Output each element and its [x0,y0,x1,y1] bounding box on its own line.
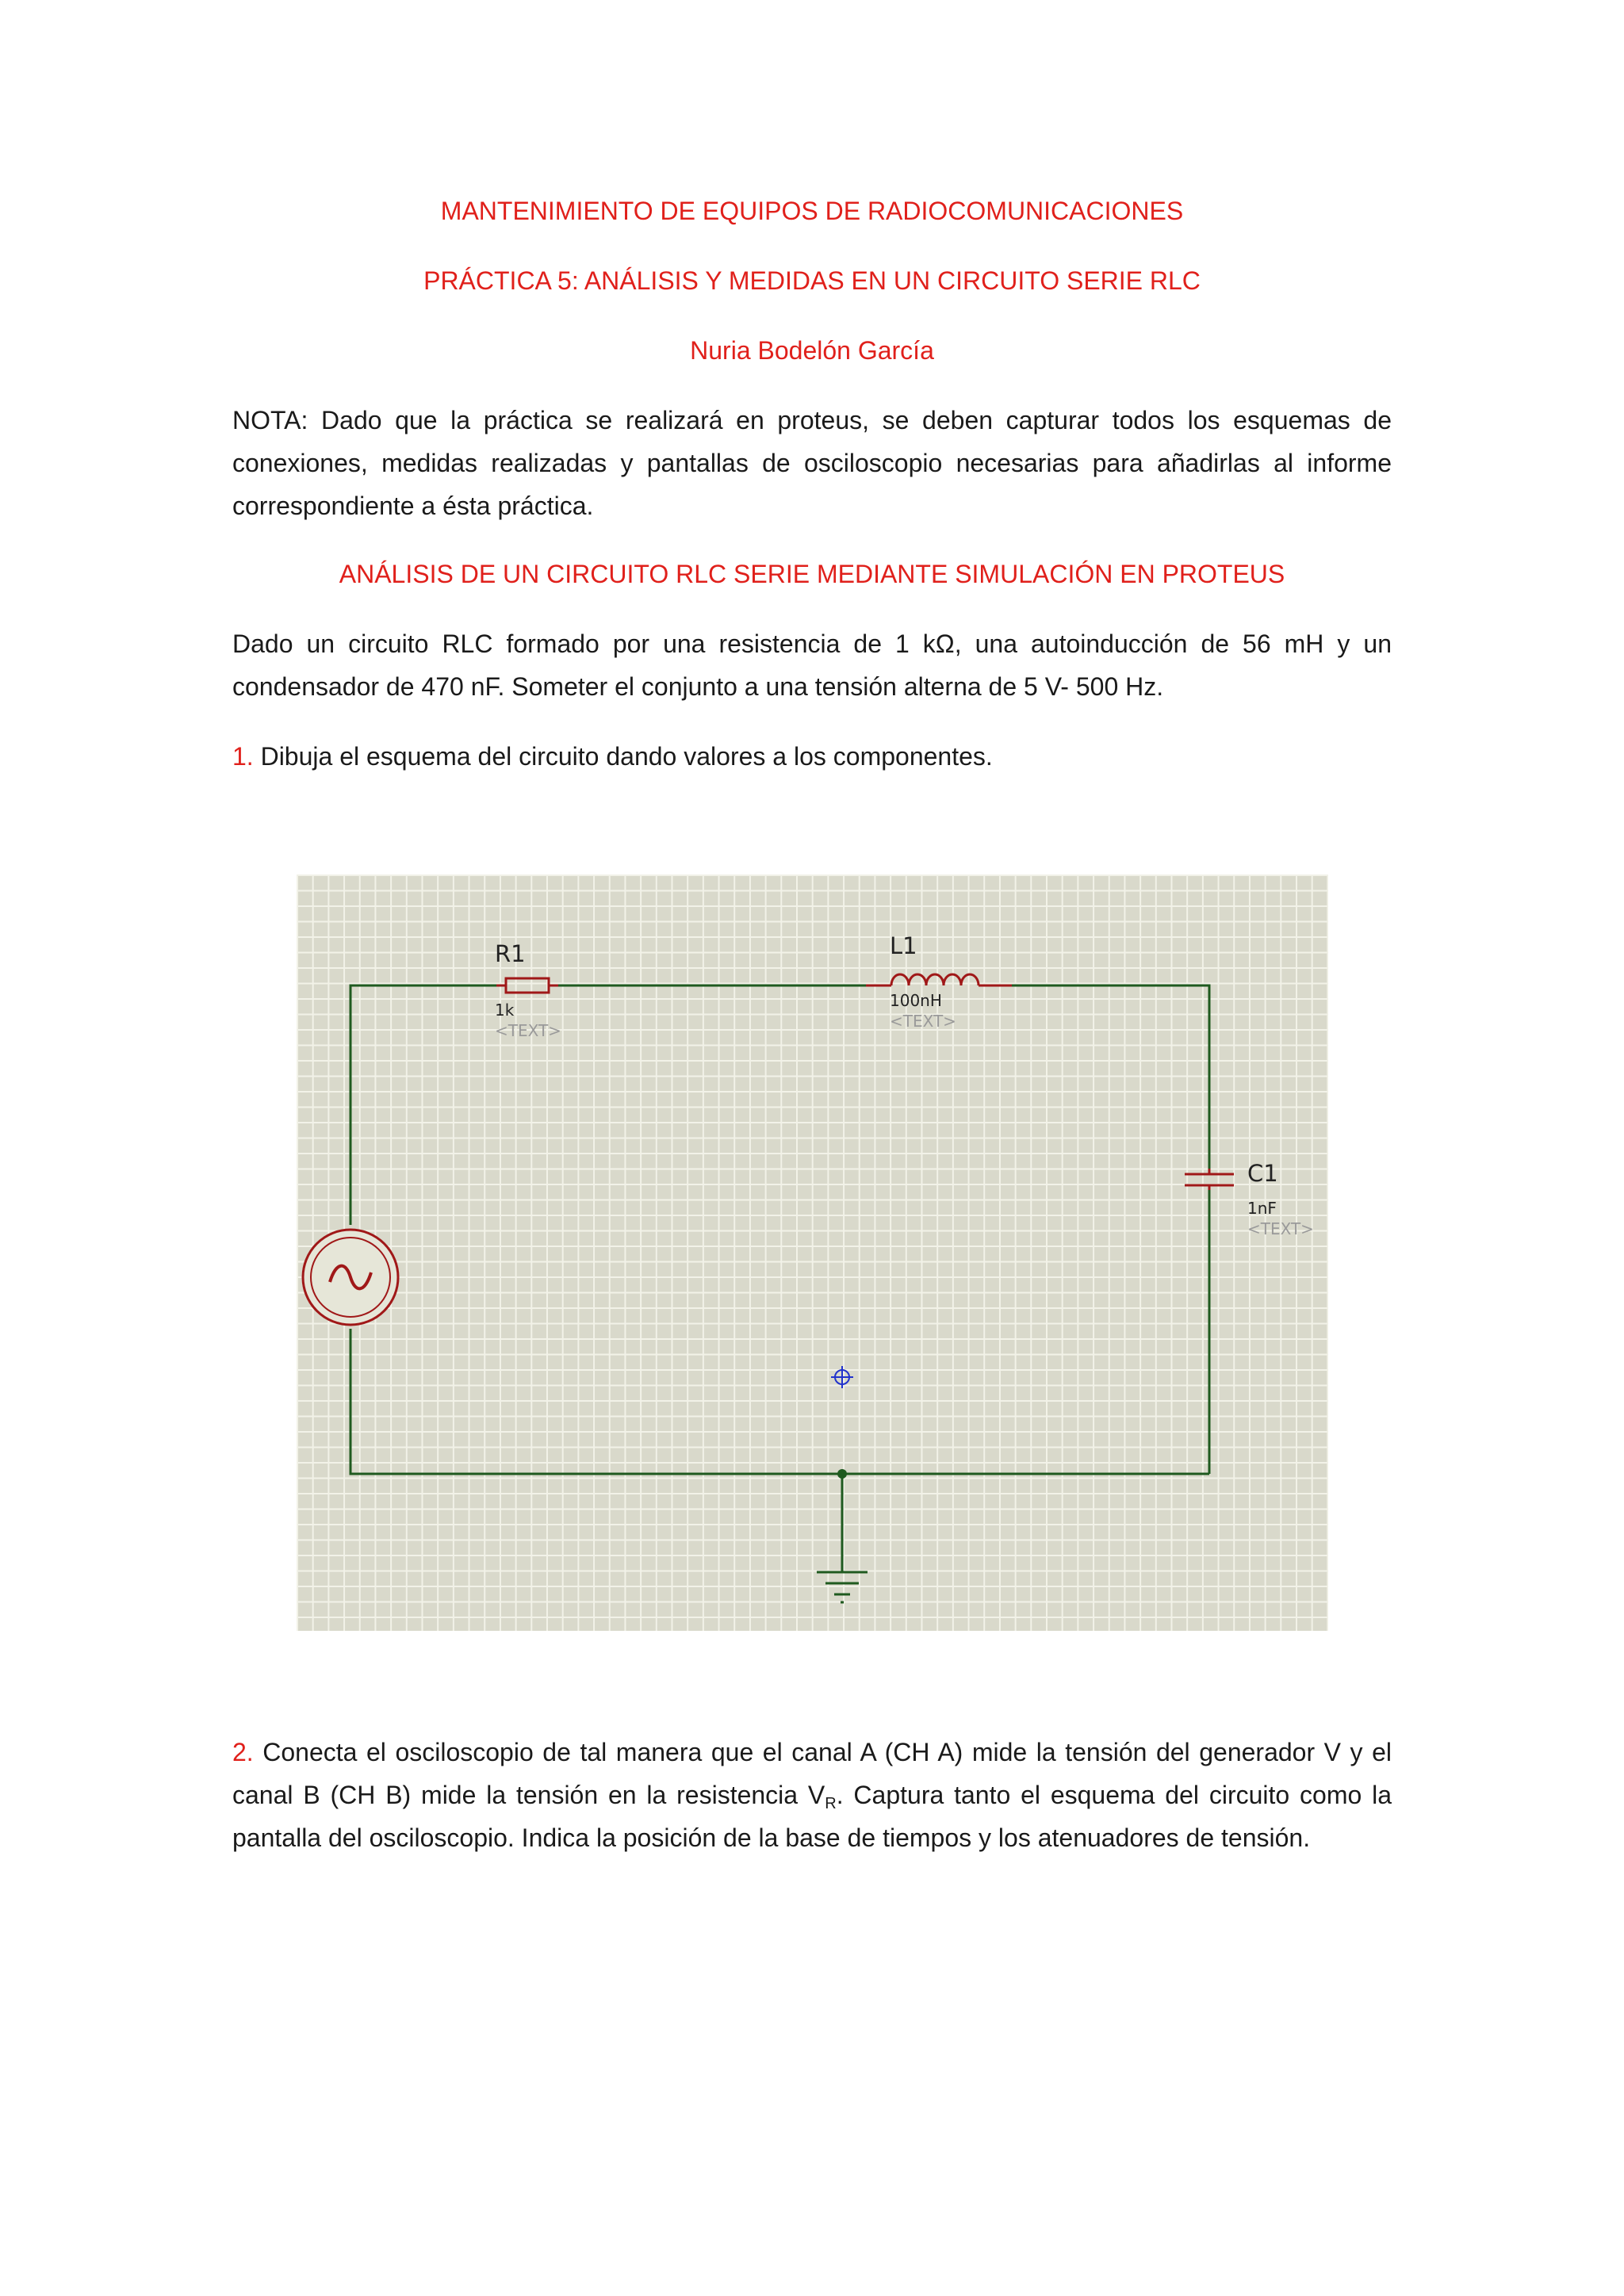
question-1 [232,735,1392,778]
capacitor-value-label: 1nF [1247,1199,1277,1218]
intro-paragraph: Dado un circuito RLC formado por una resistencia de 1 kΩ, una autoinducción de 56 mH y un condensador de 470 nF. Someter el conjunto a una tensión alterna de 5 V- 500 Hz. [232,629,1392,701]
wire-bottom [350,1329,1209,1474]
inductor-ref-label: L1 [890,932,917,959]
question-2-number: 2. [232,1738,254,1766]
resistor-r1 [496,978,558,993]
section-title: ANÁLISIS DE UN CIRCUITO RLC SERIE MEDIANTE SIMULACIÓN EN PROTEUS [339,560,1285,588]
practice-title: PRÁCTICA 5: ANÁLISIS Y MEDIDAS EN UN CIRCUITO SERIE RLC [423,266,1201,295]
author-name: Nuria Bodelón García [690,336,934,365]
junction-dot [837,1469,847,1479]
question-1-number: 1. [232,742,254,771]
question-2-text: Conecta el osciloscopio de tal manera que el canal A (CH A) mide la tensión del generador V y el canal B (CH B) mide la tensión en la resistencia V [232,1738,1392,1809]
inductor-text-label: <TEXT> [890,1012,956,1031]
circuit-wires [350,985,1209,1572]
inductor-l1 [866,974,1012,985]
question-2 [232,1731,1392,1859]
capacitor-ref-label: C1 [1247,1160,1278,1187]
question-2-subscript: R [825,1795,837,1812]
note-paragraph: NOTA: Dado que la práctica se realizará en proteus, se deben capturar todos los esquemas de conexiones, medidas realizadas y pantallas de osciloscopio necesarias para añadirlas al informe correspondiente a ésta práctica. [232,406,1392,520]
course-title: MANTENIMIENTO DE EQUIPOS DE RADIOCOMUNICACIONES [440,197,1184,225]
origin-marker-icon [831,1366,853,1388]
inductor-value-label: 100nH [890,991,942,1010]
ac-source [303,1230,398,1325]
resistor-value-label: 1k [495,1001,515,1020]
ground-symbol [817,1572,868,1602]
wire-right-top [1012,985,1209,1169]
question-2-text-end: . Captura tanto el esquema del circuito como la pantalla del osciloscopio. Indica la posición de la base de tiempos y los atenuadores de tensión. [232,1781,1392,1852]
circuit-schematic [297,874,1328,1631]
question-1-text: Dibuja el esquema del circuito dando valores a los componentes. [260,742,993,771]
capacitor-text-label: <TEXT> [1247,1219,1314,1238]
capacitor-c1 [1185,1169,1234,1190]
resistor-ref-label: R1 [495,940,526,967]
resistor-text-label: <TEXT> [495,1021,561,1040]
wire-left-top [350,985,496,1225]
